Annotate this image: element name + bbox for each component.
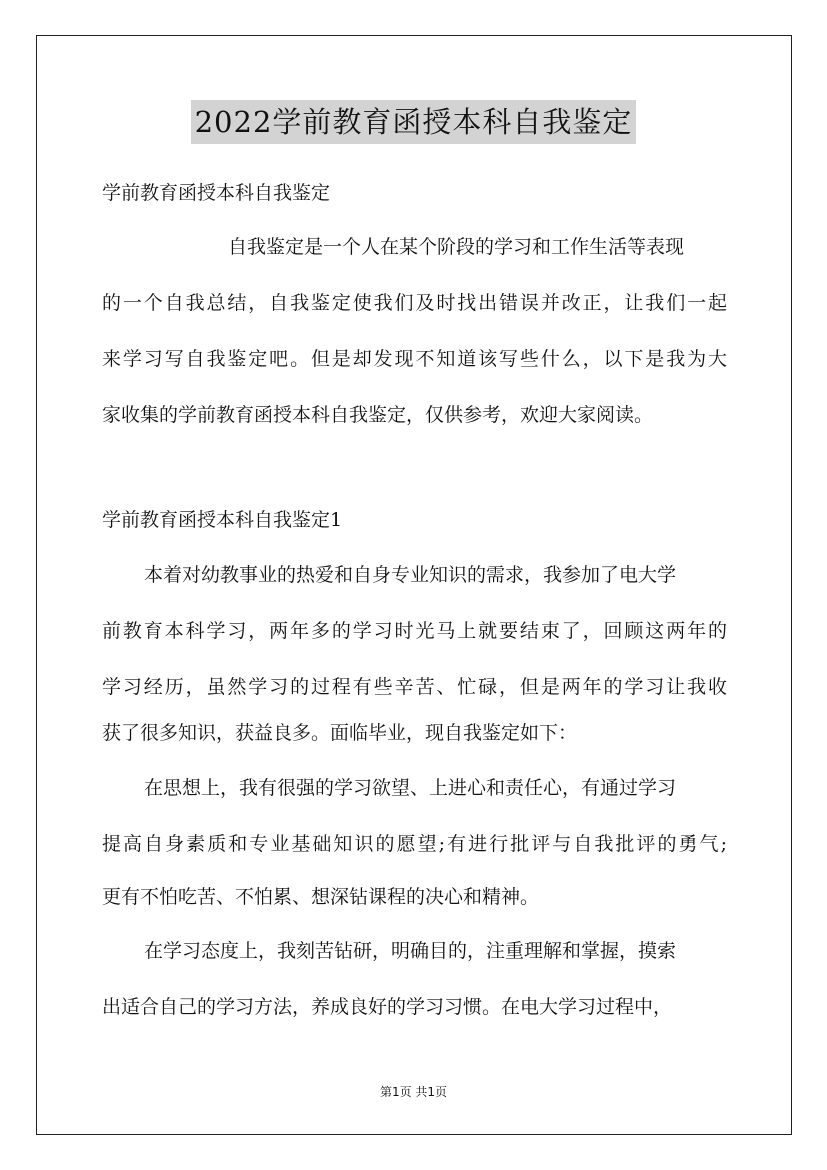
para1-line-1: 本着对幼教事业的热爱和自身专业知识的需求，我参加了电大学 — [144, 564, 677, 586]
intro-line-3: 来学习写自我鉴定吧。但是却发现不知道该写些什么，以下是我为大 — [102, 348, 727, 370]
intro-line-2: 的一个自我总结，自我鉴定使我们及时找出错误并改正，让我们一起 — [102, 292, 727, 314]
document-title: 2022学前教育函授本科自我鉴定 — [191, 100, 637, 144]
para1-line-4: 获了很多知识，获益良多。面临毕业，现自我鉴定如下： — [102, 722, 578, 744]
document-subtitle: 学前教育函授本科自我鉴定 — [102, 182, 331, 204]
intro-line-4: 家收集的学前教育函授本科自我鉴定，仅供参考，欢迎大家阅读。 — [102, 404, 654, 426]
para2-line-3: 更有不怕吃苦、不怕累、想深钻课程的决心和精神。 — [102, 886, 540, 908]
para1-line-2: 前教育本科学习，两年多的学习时光马上就要结束了，回顾这两年的 — [102, 620, 727, 642]
para2-line-2: 提高自身素质和专业基础知识的愿望;有进行批评与自我批评的勇气; — [102, 833, 727, 855]
intro-line-1: 自我鉴定是一个人在某个阶段的学习和工作生活等表现 — [228, 236, 685, 258]
section-heading: 学前教育函授本科自我鉴定1 — [102, 509, 343, 531]
para3-line-2: 出适合自己的学习方法，养成良好的学习习惯。在电大学习过程中， — [102, 996, 673, 1018]
para2-line-1: 在思想上，我有很强的学习欲望、上进心和责任心，有通过学习 — [144, 777, 677, 799]
title-container — [0, 100, 827, 144]
para1-line-3: 学习经历，虽然学习的过程有些辛苦、忙碌，但是两年的学习让我收 — [102, 676, 727, 698]
para3-line-1: 在学习态度上，我刻苦钻研，明确目的，注重理解和掌握，摸索 — [144, 940, 677, 962]
page-number-footer: 第1页 共1页 — [379, 1085, 448, 1099]
